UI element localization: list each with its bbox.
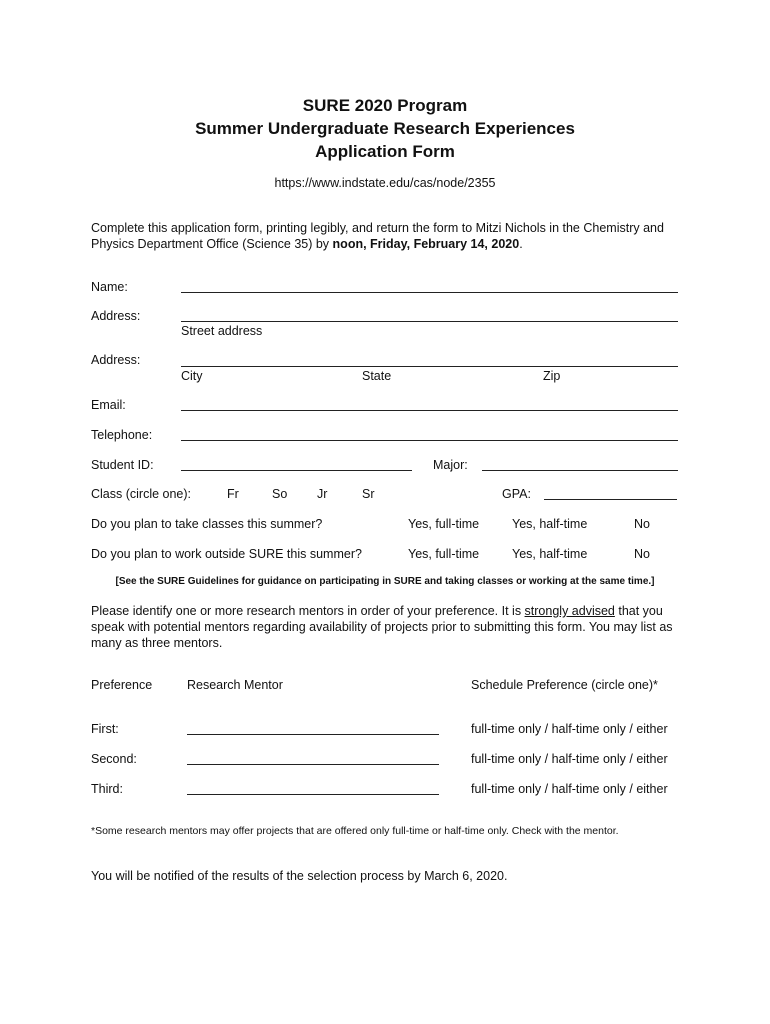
classes-option-half[interactable]: Yes, half-time xyxy=(512,517,588,531)
intro-deadline: noon, Friday, February 14, 2020 xyxy=(332,237,520,251)
class-option-fr[interactable]: Fr xyxy=(227,487,239,501)
classes-option-no[interactable]: No xyxy=(634,517,650,531)
state-caption: State xyxy=(362,369,392,383)
second-mentor-line[interactable] xyxy=(187,764,439,765)
row-first-label: First: xyxy=(91,722,119,736)
work-option-no[interactable]: No xyxy=(634,547,650,561)
title-line-2: Summer Undergraduate Research Experiences xyxy=(195,119,575,138)
title-line-1: SURE 2020 Program xyxy=(302,96,468,115)
telephone-line[interactable] xyxy=(181,440,678,441)
mentor-intro-part2: that you speak with potential mentors regarding availability of projects prior to submitting this form. You may list as many as three mentors. xyxy=(91,604,673,650)
classes-option-full[interactable]: Yes, full-time xyxy=(408,517,480,531)
street-address-caption: Street address xyxy=(181,324,263,338)
name-line[interactable] xyxy=(181,292,678,293)
class-option-so[interactable]: So xyxy=(272,487,288,501)
mentor-intro-paragraph xyxy=(91,603,676,651)
first-mentor-line[interactable] xyxy=(187,734,439,735)
city-caption: City xyxy=(181,369,203,383)
major-label: Major: xyxy=(433,458,468,472)
mentor-intro-part1: Please identify one or more research mentors in order of your preference. It is xyxy=(91,604,525,618)
address-label-1: Address: xyxy=(91,309,141,323)
notification-text: You will be notified of the results of the selection process by March 6, 2020. xyxy=(91,869,508,883)
work-question: Do you plan to work outside SURE this summer? xyxy=(91,547,362,561)
guidelines-note: [See the SURE Guidelines for guidance on participating in SURE and taking classes or working at the same time.] xyxy=(115,576,655,587)
col-schedule-preference: Schedule Preference (circle one)* xyxy=(471,678,658,692)
title-line-3: Application Form xyxy=(315,142,455,161)
address-label-2: Address: xyxy=(91,353,141,367)
class-option-sr[interactable]: Sr xyxy=(362,487,375,501)
intro-text-end: . xyxy=(519,237,523,251)
third-mentor-line[interactable] xyxy=(187,794,439,795)
email-line[interactable] xyxy=(181,410,678,411)
mentor-intro-emphasis: strongly advised xyxy=(524,604,615,618)
work-option-full[interactable]: Yes, full-time xyxy=(408,547,480,561)
intro-paragraph xyxy=(91,220,681,252)
major-line[interactable] xyxy=(482,470,678,471)
name-label: Name: xyxy=(91,280,128,294)
col-preference: Preference xyxy=(91,678,153,692)
first-schedule-options[interactable]: full-time only / half-time only / either xyxy=(471,722,668,736)
student-id-label: Student ID: xyxy=(91,458,154,472)
row-third-label: Third: xyxy=(91,782,123,796)
email-label: Email: xyxy=(91,398,126,412)
row-second-label: Second: xyxy=(91,752,137,766)
class-option-jr[interactable]: Jr xyxy=(317,487,328,501)
gpa-label: GPA: xyxy=(502,487,531,501)
zip-caption: Zip xyxy=(543,369,561,383)
second-schedule-options[interactable]: full-time only / half-time only / either xyxy=(471,752,668,766)
work-option-half[interactable]: Yes, half-time xyxy=(512,547,588,561)
telephone-label: Telephone: xyxy=(91,428,153,442)
third-schedule-options[interactable]: full-time only / half-time only / either xyxy=(471,782,668,796)
street-address-line[interactable] xyxy=(181,321,678,322)
program-url: https://www.indstate.edu/cas/node/2355 xyxy=(274,176,496,190)
student-id-line[interactable] xyxy=(181,470,412,471)
intro-text: Complete this application form, printing legibly, and return the form to Mitzi Nichols in the Chemistry and Physics Department Office (Science 35) by xyxy=(91,221,664,251)
classes-question: Do you plan to take classes this summer? xyxy=(91,517,323,531)
footnote: *Some research mentors may offer projects that are offered only full-time or half-time only. Check with the mentor. xyxy=(91,825,619,837)
city-state-zip-line[interactable] xyxy=(181,366,678,367)
col-research-mentor: Research Mentor xyxy=(187,678,283,692)
class-label: Class (circle one): xyxy=(91,487,192,501)
gpa-line[interactable] xyxy=(544,499,677,500)
